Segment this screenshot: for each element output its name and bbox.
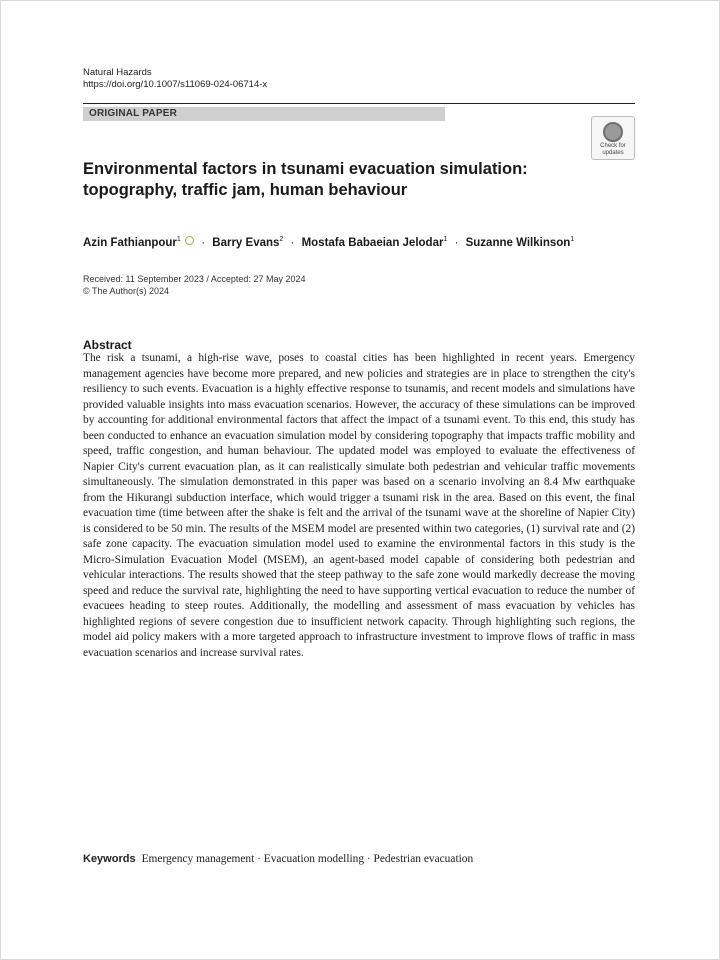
check-updates-icon — [603, 122, 623, 142]
author-affiliation: 2 — [279, 236, 284, 243]
abstract-heading: Abstract — [83, 338, 132, 352]
copyright-line: © The Author(s) 2024 — [83, 285, 170, 296]
keywords-text: Emergency management · Evacuation modelling · Pedestrian evacuation — [141, 853, 474, 865]
journal-info — [83, 67, 267, 91]
abstract-text: The risk a tsunami, a high-rise wave, poses to coastal cities has been highlighted in recent years. Emergency management agencies have become more prepared, and new policies and strategies are in place to strengthen the city's resiliency to such events. Evacuation is a highly effective response to tsunamis, and recent models and simulations have provided valuable insights into mass evacuation scenarios. However, the accuracy of these simulations can be improved by accounting for additional environmental factors that affect the impact of a tsunami event. To this end, this study has been conducted to enhance an evacuation simulation model by considering topography that impacts traffic mobility and speed, traffic congestion, and human behaviour. The updated model was employed to evaluate the effectiveness of Napier City's current evacuation plan, as it can realistically simulate both pedestrian and vehicular traffic movements simultaneously. The simulation demonstrated in this paper was based on a scenario involving an 8.4 Mw earthquake from the Hikurangi subduction interface, which would trigger a tsunami risk in the area. Based on this event, the final evacuation time (time between after the shake is felt and the arrival of the tsunami wave at the shoreline of Napier City) is considered to be 50 min. The results of the MSEM model are presented within two categories, (1) survival rate and (2) safe zone capacity. The evacuation simulation model used to examine the environmental factors in this study is the Micro-Simulation Evacuation Model (MSEM), an agent-based model capable of considering both pedestrian and vehicular interactions. The results showed that the steep pathway to the safe zone would markedly decrease the moving speed and reduce the survival rate, highlighting the need to have supporting vertical evacuation to reduce the number of evacuees heading to steep routes. Additionally, the modelling and assessment of mass evacuation by vehicles has highlighted regions of severe congestion due to insufficient network capacity. Through highlighting such regions, the model aid policy makers with a more targeted approach to infrastructure investment to improve flows of traffic in mass evacuation scenarios and increase survival rates. — [83, 352, 635, 659]
orcid-icon[interactable] — [185, 236, 194, 245]
author-name[interactable]: Suzanne Wilkinson — [465, 237, 571, 249]
author-affiliation: 1 — [443, 236, 448, 243]
doi-link[interactable]: https://doi.org/10.1007/s11069-024-06714-x — [83, 79, 268, 90]
author-list — [83, 232, 643, 251]
author-affiliation: 1 — [570, 236, 575, 243]
author-separator: · — [454, 237, 459, 249]
author-separator: · — [201, 237, 206, 249]
publication-dates — [83, 274, 305, 297]
article-type-bar: ORIGINAL PAPER — [83, 107, 445, 121]
keywords-line — [83, 852, 635, 867]
author-affiliation: 1 — [176, 236, 181, 243]
author-name[interactable]: Azin Fathianpour — [83, 237, 177, 249]
author-separator: · — [290, 237, 295, 249]
journal-name: Natural Hazards — [83, 67, 152, 78]
header-rule — [83, 103, 635, 104]
check-updates-label: Check for updates — [600, 143, 626, 156]
author-name[interactable]: Barry Evans — [212, 237, 280, 249]
keywords-label: Keywords — [83, 853, 136, 865]
author-name[interactable]: Mostafa Babaeian Jelodar — [301, 237, 444, 249]
check-for-updates-badge[interactable] — [591, 116, 635, 160]
paper-title: Environmental factors in tsunami evacuation simulation: topography, traffic jam, human behaviour — [83, 160, 528, 199]
received-accepted-dates: Received: 11 September 2023 / Accepted: 27 May 2024 — [83, 274, 306, 284]
